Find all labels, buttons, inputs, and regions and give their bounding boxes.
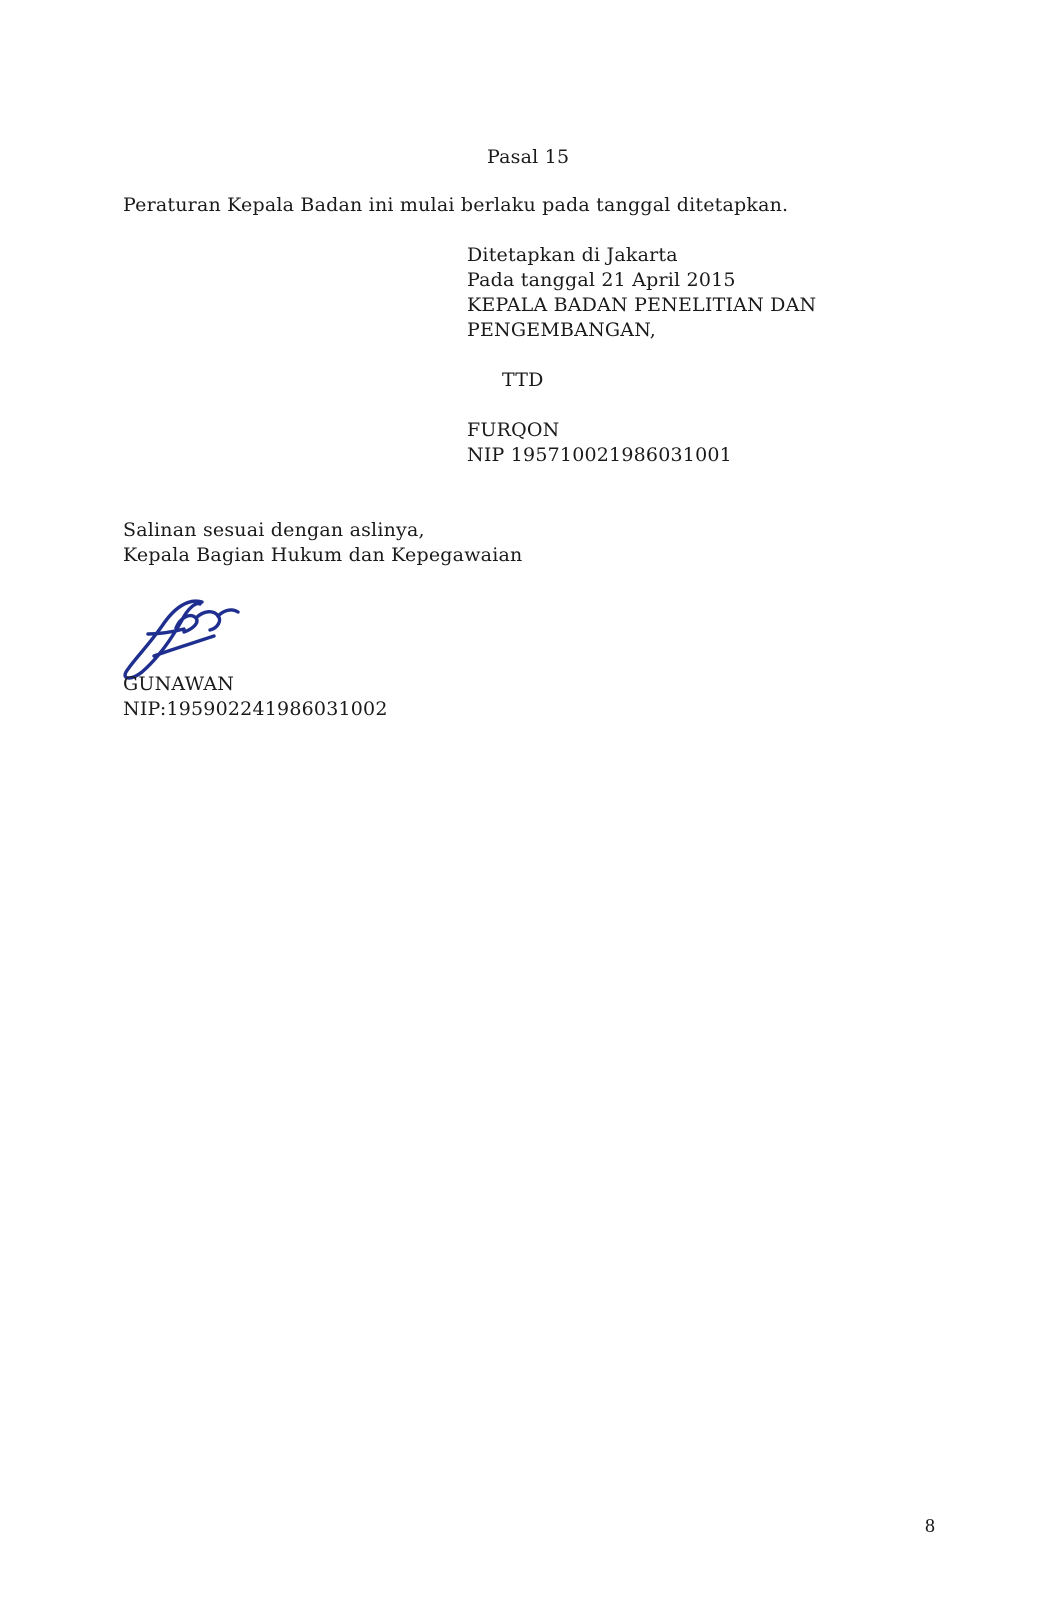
handwritten-signature xyxy=(118,598,240,682)
article-text: Peraturan Kepala Badan ini mulai berlaku pada tanggal ditetapkan. xyxy=(123,194,789,216)
certification-note: Salinan sesuai dengan aslinya, xyxy=(123,519,425,541)
signed-mark: TTD xyxy=(502,369,544,391)
enactment-position-line1: KEPALA BADAN PENELITIAN DAN xyxy=(467,294,817,316)
certifier-name: GUNAWAN xyxy=(123,673,235,695)
official-nip: NIP 195710021986031001 xyxy=(467,444,732,466)
enactment-date: Pada tanggal 21 April 2015 xyxy=(467,269,736,291)
certification-position: Kepala Bagian Hukum dan Kepegawaian xyxy=(123,544,523,566)
page-number: 8 xyxy=(925,1515,935,1537)
article-heading: Pasal 15 xyxy=(487,146,570,168)
enactment-place: Ditetapkan di Jakarta xyxy=(467,244,678,266)
official-name: FURQON xyxy=(467,419,560,441)
enactment-position-line2: PENGEMBANGAN, xyxy=(467,319,657,341)
certifier-nip: NIP:195902241986031002 xyxy=(123,698,388,720)
